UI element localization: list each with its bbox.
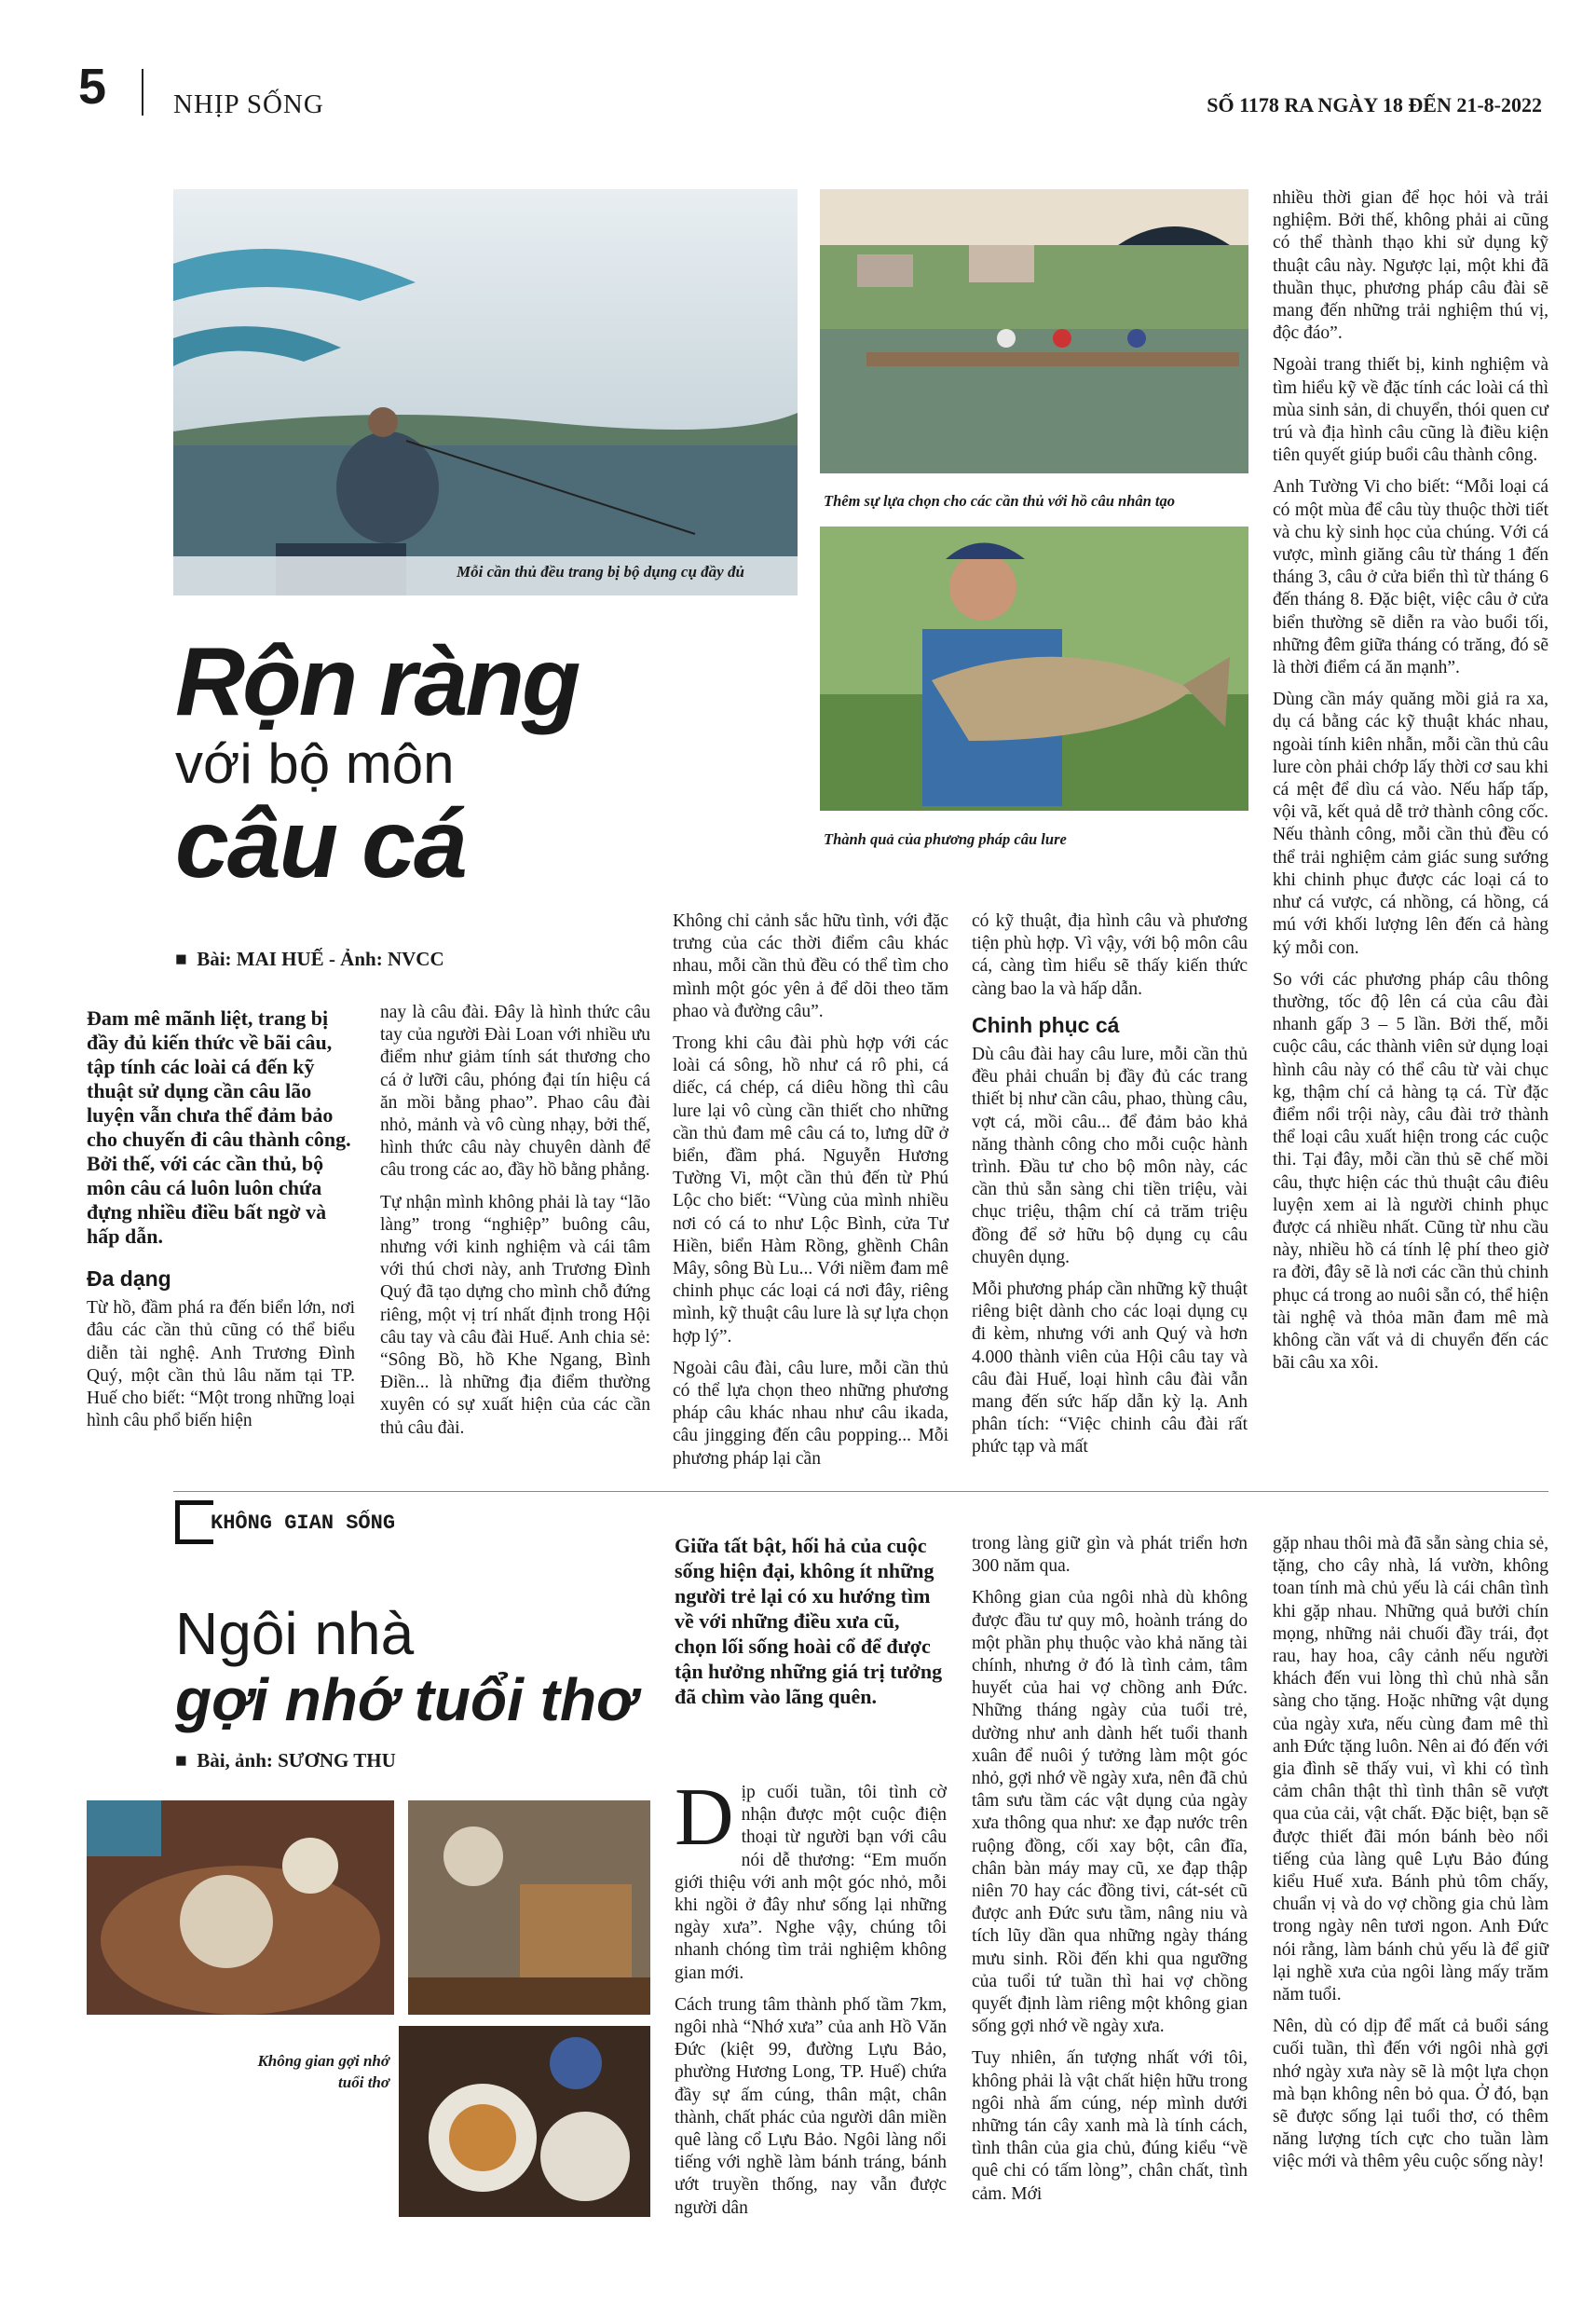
byline2 xyxy=(175,1749,396,1772)
article2-col3 xyxy=(1273,1533,1548,2183)
paragraph: Ngoài câu đài, câu lure, mỗi cần thủ có thể lựa chọn theo những phương pháp câu khác nhau như câu ikada, câu jingging đến câu popping... Mỗi phương pháp lại cần xyxy=(673,1358,948,1469)
byline-text: Bài: MAI HUẾ - Ảnh: NVCC xyxy=(197,948,444,970)
photo-fishermen-umbrella xyxy=(173,189,798,595)
bullet-icon: ■ xyxy=(175,1749,198,1772)
article2-col2 xyxy=(972,1533,1248,2215)
paragraph: Nên, dù có dịp để mất cả buổi sáng cuối tuần, thì đến với ngôi nhà gợi nhớ ngày xưa này sẽ là một lựa chọn mà bạn không nên bỏ qua. Ở đó, bạn sẽ được sống lại tuổi thơ, có thêm năng lượng tích cực cho tuần làm việc mới và thêm yêu cuộc sống này! xyxy=(1273,2017,1548,2172)
title-line3: câu cá xyxy=(175,790,466,898)
byline xyxy=(175,948,444,971)
photo-banh-beo xyxy=(399,2026,650,2217)
paragraph: Trong khi câu đài phù hợp với các loài cá sông, hồ như cá rô phi, cá diếc, cá chép, cá diêu hồng thì câu lure lại vô cùng cần thiết cho những cần thủ đam mê câu cá to, lưng dữ ở biển, đầm phá. Nguyễn Hương Tường Vi, một cần thủ đến từ Phú Lộc cho biết: “Vùng của mình nhiều nơi có cá to như Lộc Bình, cửa Tư Hiền, biển Hàm Rồng, ghềnh Chân Mây, sông Bù Lu... Với niềm đam mê chinh phục các loại cá nơi đây, riêng mình, kỹ thuật câu lure là sự lựa chọn hợp lý”. xyxy=(673,1033,948,1347)
section-divider xyxy=(173,1491,1548,1492)
paragraph: Tự nhận mình không phải là tay “lão làng” trong “nghiệp” buông câu, nhưng với kinh nghiệm và cái tâm với thú chơi này, anh Trương Đình Quý đã tạo dựng cho mình chỗ đứng riêng, một vị trí nhất định trong Hội câu tay và câu đài Huế. Anh chia sẻ: “Sông Bồ, hồ Khe Ngang, Bình Điền... là những địa điểm thường xuyên có sự xuất hiện của các cần thủ câu đài. xyxy=(380,1192,650,1438)
paragraph: Không gian của ngôi nhà dù không được đầu tư quy mô, hoành tráng do một phần phụ thuộc vào khả năng tài chính, nhưng ở đó là tình cảm, tâm huyết của hai vợ chồng anh Đức. Những tháng ngày của tuổi trẻ, dường như anh dành hết tuổi thanh xuân để nuôi ý tưởng làm một góc nhỏ, gợi nhớ về ngày xưa, nên đã chủ tâm sưu tầm các vật dụng của ngày xưa thông qua như: xe đạp nước trên ruộng đồng, cối xay bột, cân đĩa, chân bàn máy may cũ, xe đạp thập niên 70 hay các đồng tivi, cát-sét cũ được anh Đức sưu tầm, nâng niu và tích lũy dần qua những ngày tháng mưu sinh. Rồi đến khi qua ngưỡng của tuổi tứ tuần thì hai vợ chồng quyết định làm riêng một không gian sống gợi nhớ về ngày xưa. xyxy=(972,1588,1248,2037)
article2-title xyxy=(175,1601,636,1733)
header-divider xyxy=(142,69,143,116)
byline2-text: Bài, ảnh: SƯƠNG THU xyxy=(197,1749,396,1772)
paragraph: nay là câu đài. Đây là hình thức câu tay của người Đài Loan với nhiều ưu điểm như giảm tính sát thương cho cá ở lưỡi câu, phóng đại tín hiệu cá ăn mồi bằng phao”. Phao câu đài nhỏ, mảnh và vô cùng nhạy, bởi thế, hình thức câu này chuyên dành để câu trong các ao, đầy hồ bằng phẳng. xyxy=(380,1003,650,1181)
article2-lead: Giữa tất bật, hối hả của cuộc sống hiện đại, không ít những người trẻ lại có xu hướng tìm về với những điều xưa cũ, chọn lối sống hoài cổ để được tận hưởng những giá trị tưởng đã chìm vào lãng quên. xyxy=(675,1534,943,1708)
paragraph: So với các phương pháp câu thông thường, tốc độ lên cá của câu đài nhanh gấp 3 – 5 lần. Bởi thế, mỗi cuộc câu, các thành viên sử dụng loại hình câu này có thể câu từ vài chục kg, thậm chí cả hàng tạ cá. Từ đặc điểm nổi trội này, câu đài trở thành thể loại câu xuất hiện trong các cuộc thi. Tại đây, mỗi cần thủ sẽ chế mồi câu, thực hiện các thủ thuật câu điêu luyện xem ai là người chinh phục được cá nhiều nhất. Cũng từ nhu cầu này, nhiều hồ cá tính lệ phí theo giờ ra đời, đây sẽ là nơi các cần thủ chinh phục cá trong ao nuôi sẵn có, thể hiện tài nghệ và thỏa mãn đam mê mà không cần vất vả di chuyển đến các bãi câu xa xôi. xyxy=(1273,969,1548,1374)
title2-line2: gợi nhớ tuổi thơ xyxy=(175,1666,636,1733)
paragraph: Anh Tường Vi cho biết: “Mỗi loại cá có một mùa để câu tùy thuộc thời tiết và chu kỳ sinh học của chúng. Với cá vược, mình giăng câu từ tháng 1 đến tháng 3, câu ở cửa biển thì từ tháng 6 đến tháng 8. Đặc biệt, việc câu ở cửa biển thường sẽ diễn ra vào buổi tối, những đêm giữa tháng có trăng, đó sẽ là thời điểm cá ăn mạnh”. xyxy=(1273,477,1548,678)
article1-col2 xyxy=(380,1002,650,1449)
paragraph: Không chỉ cảnh sắc hữu tình, với đặc trưng của các thời điểm câu khác nhau, mỗi cần thủ đều có thể tìm cho mình một góc yên ả để dõi theo tăm phao và đường câu”. xyxy=(673,911,948,1021)
dropcap: D xyxy=(675,1772,734,1863)
paragraph: Tuy nhiên, ấn tượng nhất với tôi, không phải là vật chất hiện hữu trong ngôi nhà ấm cúng, nép mình dưới những tán cây xanh mà là tính cách, tình thân của gia chủ, đúng kiểu “về quê chi có tấm lòng”, chân chất, tình cảm. Mới xyxy=(972,2048,1248,2204)
page-number: 5 xyxy=(78,59,107,115)
paragraph: Từ hồ, đầm phá ra đến biển lớn, nơi đâu các cần thủ cũng có thể biểu diễn tài nghệ. Anh Trương Đình Quý, một cần thủ lâu năm tại TP. Huế cho biết: “Một trong những loại hình câu phổ biến hiện xyxy=(87,1298,355,1431)
section-name: NHỊP SỐNG xyxy=(173,89,324,119)
photo-fishing-pond xyxy=(820,189,1248,473)
paragraph xyxy=(675,1772,947,1985)
paragraph: Ngoài trang thiết bị, kinh nghiệm và tìm hiểu kỹ về đặc tính các loài cá thì mùa sinh sản, di chuyển, thói quen cư trú và địa hình câu cũng là điều kiện tiên quyết giúp buổi câu thành công. xyxy=(1273,355,1548,466)
article1-col3 xyxy=(673,910,948,1480)
paragraph: Cách trung tâm thành phố tầm 7km, ngôi nhà “Nhớ xưa” của anh Hồ Văn Đức (kiệt 99, đường Lựu Bảo, phường Hương Long, TP. Huế) chứa đầy sự ấm cúng, thân mật, chân thành, chất phác của người dân miền quê làng cổ Lựu Bảo. Ngôi làng nổi tiếng với nghề làm bánh tráng, bánh ướt truyền thống, nay vẫn được người dân xyxy=(675,1994,947,2218)
paragraph: trong làng giữ gìn và phát triển hơn 300 năm qua. xyxy=(972,1534,1248,1577)
title2-line1: Ngôi nhà xyxy=(175,1600,415,1667)
photo1-caption: Mỗi cần thủ đều trang bị bộ dụng cụ đầy đủ xyxy=(457,563,744,581)
section-label: KHÔNG GIAN SỐNG xyxy=(211,1512,396,1535)
subhead-chinh-phuc-ca: Chinh phục cá xyxy=(972,1012,1120,1037)
bullet-icon: ■ xyxy=(175,948,198,970)
paragraph: có kỹ thuật, địa hình câu và phương tiện phù hợp. Vì vậy, với bộ môn câu cá, càng tìm hiểu sẽ thấy kiến thức càng bao la và hấp dẫn. xyxy=(972,911,1248,999)
lead-paragraph: Đam mê mãnh liệt, trang bị đầy đủ kiến thức về bãi câu, tập tính các loài cá đến kỹ thuật sử dụng cần câu lão luyện vẫn chưa thể đảm bảo cho chuyến đi câu thành công. Bởi thế, với các cần thủ, bộ môn câu cá luôn luôn chứa đựng nhiều điều bất ngờ và hấp dẫn. xyxy=(87,1006,351,1248)
article2-col1 xyxy=(675,1772,947,2229)
article2-caption: Không gian gợi nhớ tuổi thơ xyxy=(257,2052,389,2091)
article-title xyxy=(175,628,697,898)
photo2-caption: Thêm sự lựa chọn cho các cần thủ với hồ câu nhân tạo xyxy=(824,492,1176,510)
article1-col1 xyxy=(87,1006,355,1442)
paragraph: Mỗi phương pháp cần những kỹ thuật riêng biệt dành cho các loại dụng cụ đi kèm, nhưng với anh Quý và hơn 4.000 thành viên của Hội câu tay và câu đài Huế, loại hình câu đài vẫn mang đến sức hấp dẫn kỳ lạ. Anh phân tích: “Việc chinh câu đài rất phức tạp và mất xyxy=(972,1279,1248,1457)
issue-info: SỐ 1178 RA NGÀY 18 ĐẾN 21-8-2022 xyxy=(1207,93,1542,116)
title-line1: Rộn ràng xyxy=(175,628,579,736)
title-line2: với bộ môn xyxy=(175,732,455,795)
article1-col5 xyxy=(1273,187,1548,1384)
section-label-box-bottom xyxy=(175,1530,213,1544)
paragraph-text: ịp cuối tuần, tôi tình cờ nhận được một cuộc điện thoại từ người bạn với câu nói dễ thương: “Em muốn giới thiệu với anh một góc nhỏ, mỗi khi ngồi ở đây như sống lại những ngày xưa”. Nghe vậy, chúng tôi nhanh chóng tìm trải nghiệm không gian mới. xyxy=(675,1783,947,1983)
photo-tea-set xyxy=(87,1800,394,2015)
paragraph: nhiều thời gian để học hỏi và trải nghiệm. Bởi thế, không phải ai cũng có thể thành thạo khi sử dụng kỹ thuật câu này. Ngược lại, một khi đã thuần thục, phương pháp câu đài sẽ mang đến những trải nghiệm thú vị, độc đáo”. xyxy=(1273,188,1548,344)
photo-old-radio xyxy=(408,1800,650,2015)
article1-col4 xyxy=(972,910,1248,1469)
photo-lure-fish xyxy=(820,527,1248,811)
paragraph: Dù câu đài hay câu lure, mỗi cần thủ đều phải chuẩn bị đầy đủ các trang thiết bị như cần câu, phao, thùng câu, vợt cá, mồi câu... để đảm bảo khả năng thành công cho mỗi cuộc hành trình. Đầu tư cho bộ môn này, các cần thủ sẵn sàng chi tiền triệu, vài chục triệu, thậm chí cả trăm triệu đồng để sở hữu bộ dụng cụ câu chuyên dụng. xyxy=(972,1045,1248,1267)
photo3-caption: Thành quả của phương pháp câu lure xyxy=(824,830,1067,848)
subhead-da-dang: Đa dạng xyxy=(87,1266,171,1291)
paragraph: Dùng cần máy quăng mồi giả ra xa, dụ cá bằng các kỹ thuật khác nhau, ngoài tính kiên nhẫn, mỗi cần thủ câu lure còn phải chớp lấy thời cơ sau khi cá mệt để dìu cá vào. Nếu hấp tấp, vội vã, kết quả dễ trở thành công cốc. Nếu thành công, mỗi cần thủ đều có thể trải nghiệm cảm giác sung sướng khi chinh phục được các loại cá to như cá vược, cá nhồng, cá hồng, cá mú với khối lượng lên đến cả hàng ký mỗi con. xyxy=(1273,690,1548,958)
paragraph: gặp nhau thôi mà đã sẵn sàng chia sẻ, tặng, cho cây nhà, lá vườn, không toan tính mà chủ yếu là cái chân tình khi gặp nhau. Những quả bưởi chín mọng, những nải chuối đầy trái, đọt rau, hay hoa, cây cảnh nếu người khách đến vui lòng thì chủ nhà sẵn sàng cho tặng. Hoặc những vật dụng của ngày xưa, nếu cùng đam mê thì anh Đức tặng luôn. Nên ai đó đến với gia đình sẽ thấy vui, vì khi có tình cảm chân thật thì tình thân sẽ vượt qua của cải, vật chất. Đặc biệt, bạn sẽ được thiết đãi món bánh bèo nổi tiếng của làng quê Lựu Bảo đúng kiểu Huế xưa. Bánh phủ tôm chấy, chuẩn vị và do vợ chồng gia chủ làm trong ngày nên tươi ngon. Anh Đức nói rằng, làm bánh chủ yếu là để giữ lại nghề xưa của ngôi làng mấy trăm năm tuổi. xyxy=(1273,1534,1548,2005)
